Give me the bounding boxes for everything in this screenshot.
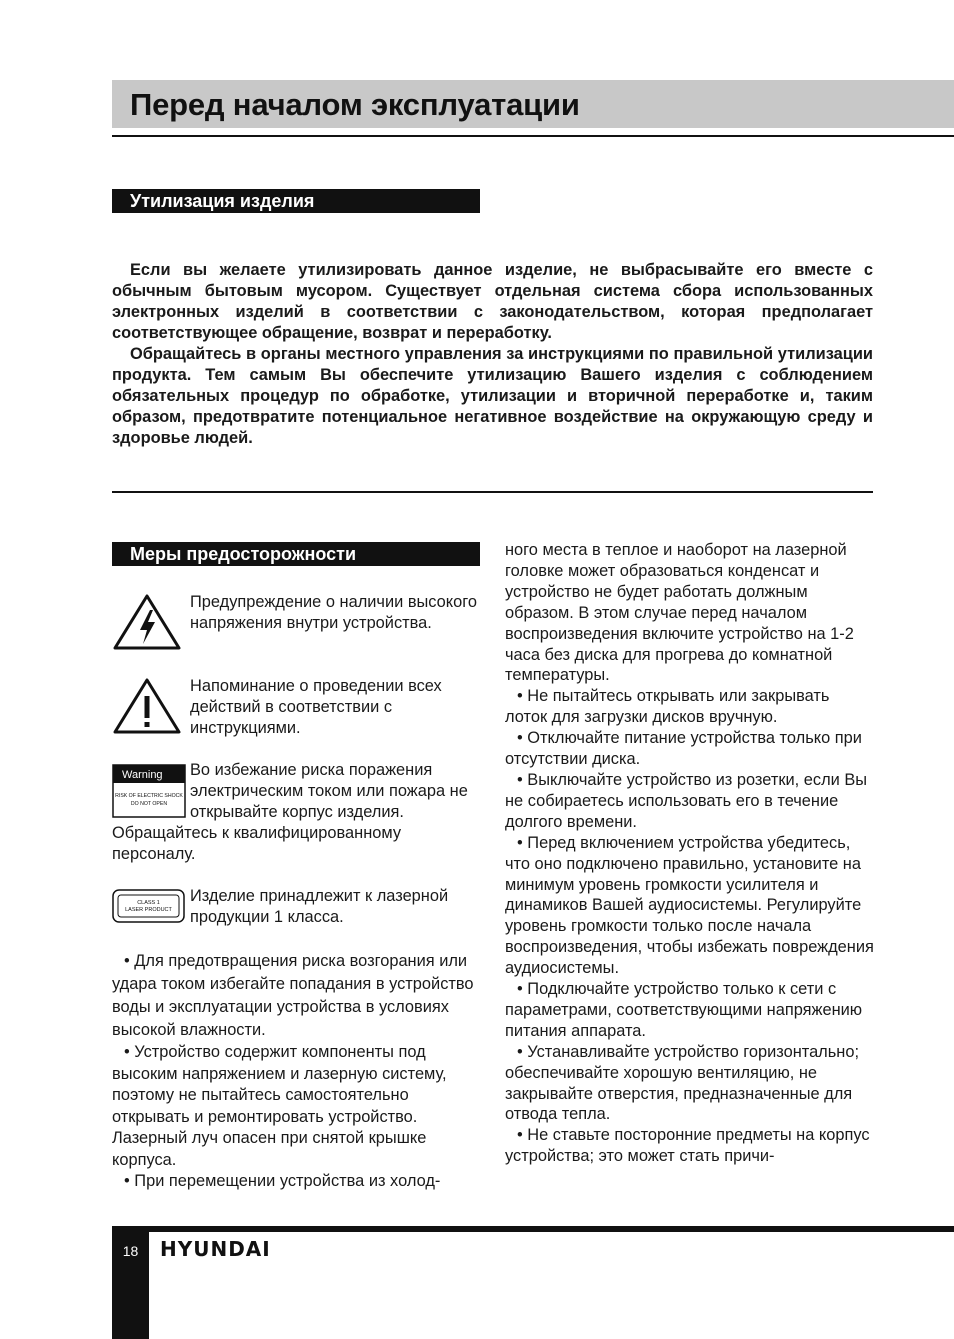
list-item: • Отключайте питание устройства только при отсутствии диска. — [505, 729, 862, 769]
page-number: 18 — [122, 1243, 139, 1259]
laser-label-line2: LASER PRODUCT — [125, 907, 172, 913]
warning-label-line2: DO NOT OPEN — [130, 801, 168, 807]
warning-high-voltage: Предупреждение о наличии высокого напряжения внутри устройства. — [112, 592, 482, 656]
high-voltage-icon — [112, 592, 182, 657]
left-bullet-list — [112, 950, 482, 1193]
disposal-heading: Утилизация изделия — [112, 189, 480, 213]
class1-laser-icon — [112, 889, 185, 928]
list-item: • Не пытайтесь открывать или закрывать лоток для загрузки дисков вручную. — [505, 687, 830, 727]
title-divider — [112, 135, 954, 137]
warning-continuation: Обращайтесь к квалифицированному персоналу. — [112, 824, 402, 863]
list-item: • Устройство содержит компоненты под высоким напряжением и лазерную систему, поэтому не пытайтесь самостоятельно открывать и ремонтировать устройство. Лазерный луч опасен при снятой крышке корпуса. — [112, 1043, 447, 1169]
warning-electric-shock: Warning RISK OF ELECTRIC SHOCK DO NOT OPEN Во избежание риска поражения электрическим током или пожара не открывайте корпус изделия. — [112, 760, 482, 824]
warning-laser-class: CLASS 1 LASER PRODUCT Изделие принадлежит к лазерной продукции 1 класса. — [112, 886, 482, 934]
precautions-heading: Меры предосторожности — [112, 542, 480, 566]
right-column — [505, 540, 875, 1167]
exclamation-triangle-icon — [112, 676, 182, 741]
list-item: • Не ставьте посторонние предметы на корпус устройства; это может стать причи- — [505, 1126, 870, 1166]
warning-instructions: Напоминание о проведении всех действий в соответствии с инструкциями. — [112, 676, 482, 740]
list-item: • Перед включением устройства убедитесь, что оно подключено правильно, установите на минимум уровень громкости усилителя и динамиков Вашей аудиосистемы. Регулируйте уровень громкости только после начала воспроизведения, чтобы избежать повреждения аудиосистемы. — [505, 833, 874, 978]
list-item: • Для предотвращения риска возгорания или удара током избегайте попадания в устройство воды и эксплуатации устройства в условиях высокой влажности. — [112, 952, 474, 1039]
warning-label-line1: RISK OF ELECTRIC SHOCK — [115, 793, 183, 799]
list-item: • Выключайте устройство из розетки, если Вы не собираетесь использовать его в течение долгого времени. — [505, 770, 868, 831]
footer-rule — [112, 1226, 954, 1232]
list-item: • При перемещении устройства из холод- — [124, 1172, 441, 1190]
right-continuation: ного места в теплое и наоборот на лазерной головке может образоваться конденсат и устройство не будет работать должным образом. В этом случае перед началом воспроизведения включите устройство на 1-2 часа без диска для прогрева до комнатной температуры. — [505, 541, 854, 685]
disposal-text — [112, 260, 873, 449]
list-item: • Устанавливайте устройство горизонтально; обеспечивайте хорошую вентиляцию, не закрывайте отверстия, предназначенные для отвода тепла. — [505, 1042, 860, 1124]
list-item: • Подключайте устройство только к сети с параметрами, соответствующими напряжению питания аппарата. — [505, 980, 863, 1040]
disposal-paragraph: Обращайтесь в органы местного управления за инструкциями по правильной утилизации продукта. Тем самым Вы обеспечите утилизацию Вашего изделия с соблюдением обязательных процедур по обработке, утилизации и вторичной переработке и, таким образом, предотвратите потенциальное негативное воздействие на окружающую среду и здоровье людей. — [112, 345, 873, 447]
disposal-paragraph: Если вы желаете утилизировать данное изделие, не выбрасывайте его вместе с обычным бытовым мусором. Существует отдельная система сбора использованных электронных изделий в соответствии с законодательством, которая предполагает соответствующее обращение, возврат и переработку. — [112, 261, 873, 342]
warning-label-icon — [112, 764, 187, 823]
page-title-bar — [112, 80, 954, 128]
brand-logo: HYUNDAI — [160, 1237, 271, 1261]
page-title: Перед началом эксплуатации — [130, 87, 580, 122]
laser-label-line1: CLASS 1 — [137, 900, 160, 906]
warning-label-title: Warning — [122, 769, 163, 781]
section-divider — [112, 491, 873, 493]
